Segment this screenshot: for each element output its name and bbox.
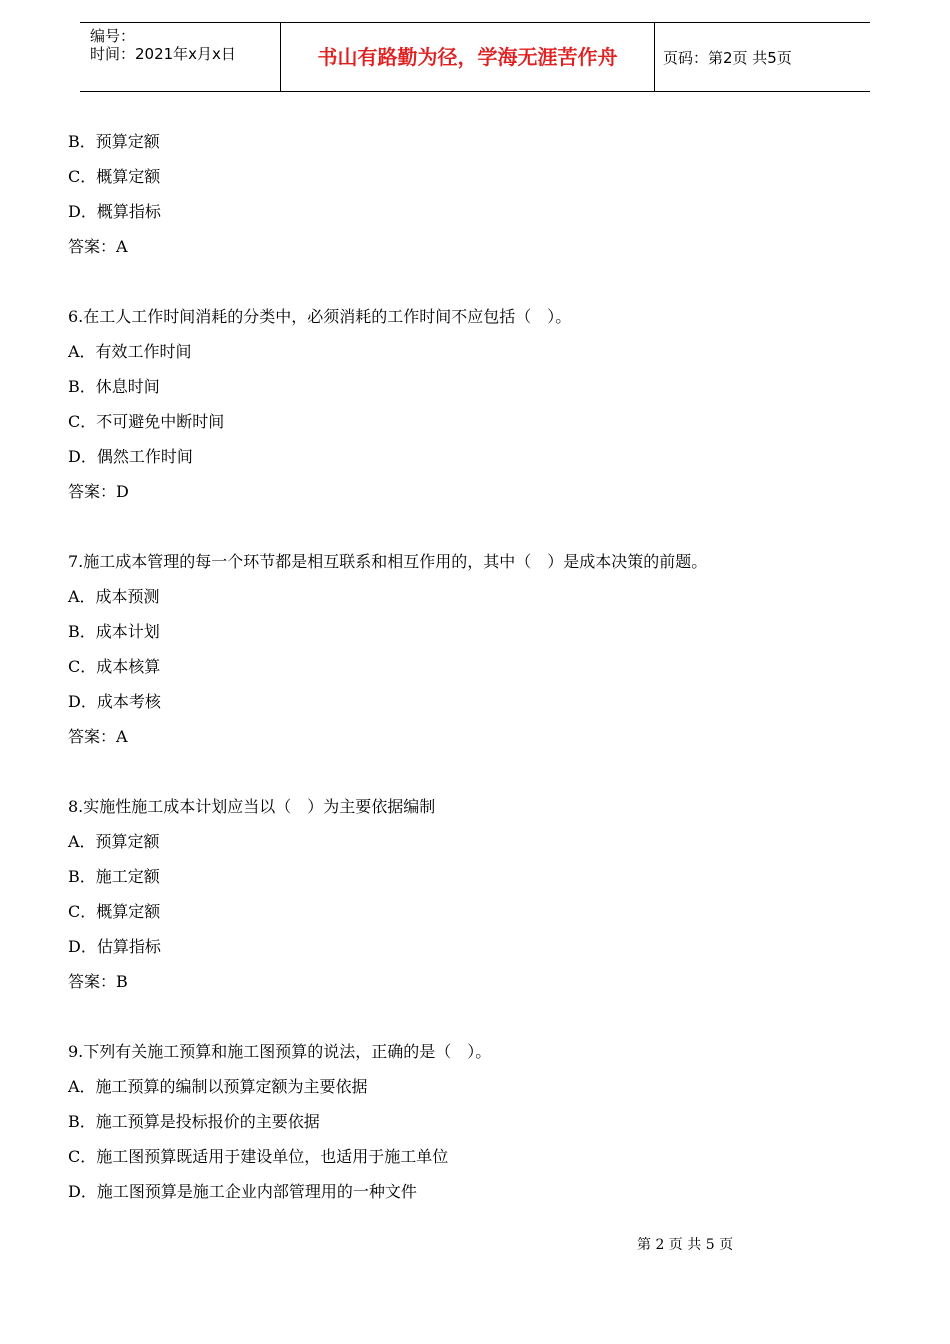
option-b: B．休息时间 (68, 377, 160, 396)
option-d: D．概算指标 (68, 202, 161, 221)
option-a: A．施工预算的编制以预算定额为主要依据 (68, 1077, 368, 1096)
time-label: 时间：2021年x月x日 (90, 45, 236, 63)
answer: 答案：A (68, 727, 128, 746)
option-b: B．施工定额 (68, 867, 160, 886)
option-b: B．施工预算是投标报价的主要依据 (68, 1112, 320, 1131)
answer: 答案：B (68, 972, 128, 991)
option-c: C．成本核算 (68, 657, 161, 676)
option-d: D．施工图预算是施工企业内部管理用的一种文件 (68, 1182, 417, 1201)
question-8 (68, 795, 888, 1005)
header-motto: 书山有路勤为径，学海无涯苦作舟 (317, 45, 618, 69)
option-d: D．偶然工作时间 (68, 447, 193, 466)
option-b: B．成本计划 (68, 622, 160, 641)
question-stem: 6.在工人工作时间消耗的分类中，必须消耗的工作时间不应包括（ ）。 (68, 307, 572, 326)
answer: 答案：D (68, 482, 129, 501)
question-5-continued (68, 130, 888, 270)
header-meta-cell (80, 23, 281, 91)
question-stem: 9.下列有关施工预算和施工图预算的说法，正确的是（ ）。 (68, 1042, 492, 1061)
question-stem: 8.实施性施工成本计划应当以（ ）为主要依据编制 (68, 797, 436, 816)
header-motto-cell (281, 23, 655, 91)
question-stem: 7.施工成本管理的每一个环节都是相互联系和相互作用的，其中（ ）是成本决策的前题。 (68, 552, 708, 571)
option-c: C．概算定额 (68, 902, 161, 921)
question-6 (68, 305, 888, 515)
option-b: B．预算定额 (68, 132, 160, 151)
question-7 (68, 550, 888, 760)
number-label: 编号： (90, 27, 136, 45)
option-c: C．概算定额 (68, 167, 161, 186)
header-page-info: 页码：第2页 共5页 (663, 49, 792, 67)
option-a: A．预算定额 (68, 832, 160, 851)
page-footer: 第 2 页 共 5 页 (637, 1237, 734, 1253)
header-page-cell (655, 23, 870, 91)
option-c: C．施工图预算既适用于建设单位，也适用于施工单位 (68, 1147, 449, 1166)
answer: 答案：A (68, 237, 128, 256)
option-a: A．有效工作时间 (68, 342, 192, 361)
option-d: D．估算指标 (68, 937, 161, 956)
page-header (80, 22, 870, 92)
option-c: C．不可避免中断时间 (68, 412, 225, 431)
option-a: A．成本预测 (68, 587, 160, 606)
document-body (68, 130, 888, 1215)
question-9 (68, 1040, 888, 1215)
option-d: D．成本考核 (68, 692, 161, 711)
